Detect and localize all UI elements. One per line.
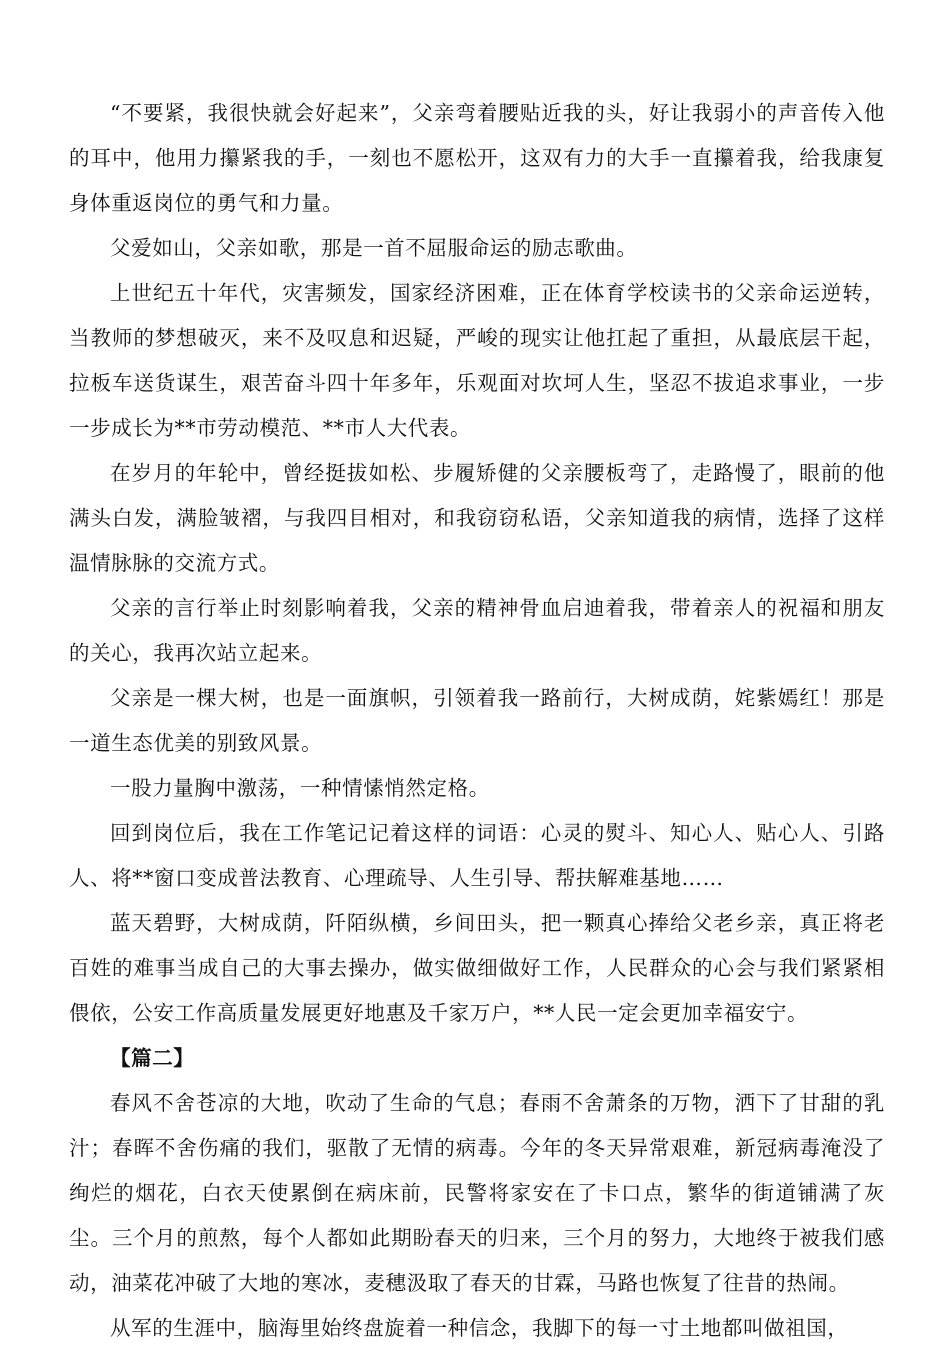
paragraph: 蓝天碧野，大树成荫，阡陌纵横，乡间田头，把一颗真心捧给父老乡亲，真正将老百姓的难事当成自己的大事去操办，做实做细做好工作，人民群众的心会与我们紧紧相偎依，公安工作高质量发展更好地惠及千家万户，**人民一定会更加幸福安宁。 [69, 911, 885, 1025]
paragraph: 春风不舍苍凉的大地，吹动了生命的气息；春雨不舍萧条的万物，洒下了甘甜的乳汁；春晖不舍伤痛的我们，驱散了无情的病毒。今年的冬天异常艰难，新冠病毒淹没了绚烂的烟花，白衣天使累倒在病床前，民警将家安在了卡口点，繁华的街道铺满了灰尘。三个月的煎熬，每个人都如此期盼春天的归来，三个月的努力，大地终于被我们感动，油菜花冲破了大地的寒冰，麦穗汲取了春天的甘霖，马路也恢复了往昔的热闹。 [69, 1091, 885, 1295]
paragraph: 上世纪五十年代，灾害频发，国家经济困难，正在体育学校读书的父亲命运逆转，当教师的梦想破灭，来不及叹息和迟疑，严峻的现实让他扛起了重担，从最底层干起，拉板车送货谋生，艰苦奋斗四十年多年，乐观面对坎坷人生，坚忍不拔追求事业，一步一步成长为**市劳动模范、**市人大代表。 [69, 281, 885, 440]
paragraph: 父亲的言行举止时刻影响着我，父亲的精神骨血启迪着我，带着亲人的祝福和朋友的关心，我再次站立起来。 [69, 596, 885, 665]
paragraph: 一股力量胸中激荡，一种情愫悄然定格。 [110, 776, 490, 800]
paragraph: 父爱如山，父亲如歌，那是一首不屈服命运的励志歌曲。 [110, 236, 638, 260]
section-heading: 【篇二】 [110, 1046, 195, 1070]
paragraph: 回到岗位后，我在工作笔记记着这样的词语：心灵的熨斗、知心人、贴心人、引路人、将**窗口变成普法教育、心理疏导、人生引导、帮扶解难基地…… [69, 821, 885, 890]
paragraph: 从军的生涯中，脑海里始终盘旋着一种信念，我脚下的每一寸土地都叫做祖国， [110, 1316, 849, 1340]
paragraph: 在岁月的年轮中，曾经挺拔如松、步履矫健的父亲腰板弯了，走路慢了，眼前的他满头白发，满脸皱褶，与我四目相对，和我窃窃私语，父亲知道我的病情，选择了这样温情脉脉的交流方式。 [69, 461, 885, 575]
paragraph: 父亲是一棵大树，也是一面旗帜，引领着我一路前行，大树成荫，姹紫嫣红！那是一道生态优美的别致风景。 [69, 686, 885, 755]
document-body [69, 91, 885, 1351]
paragraph: “不要紧，我很快就会好起来”，父亲弯着腰贴近我的头，好让我弱小的声音传入他的耳中，他用力攥紧我的手，一刻也不愿松开，这双有力的大手一直攥着我，给我康复身体重返岗位的勇气和力量。 [69, 101, 885, 215]
